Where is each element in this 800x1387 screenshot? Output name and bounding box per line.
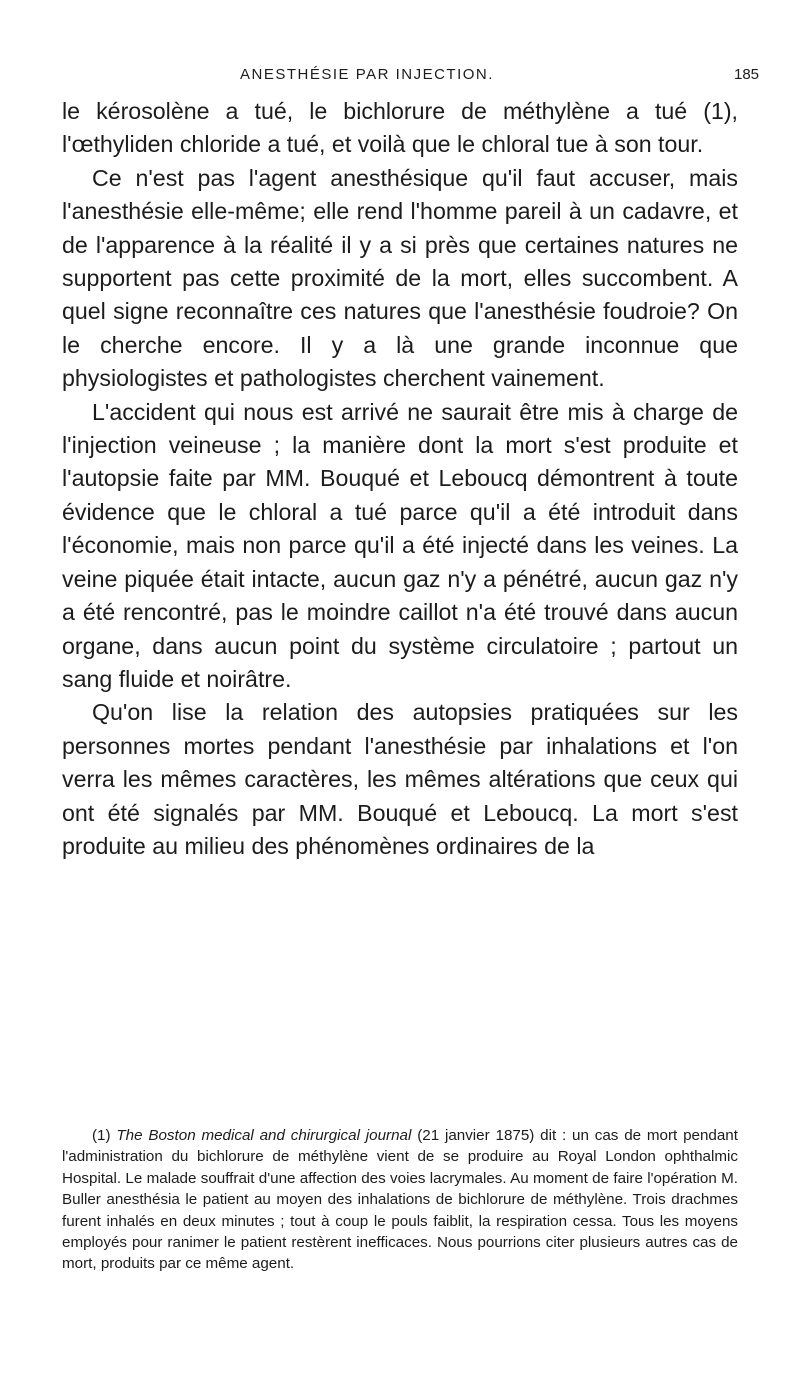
footnote-paragraph	[62, 1125, 738, 1275]
paragraph-3: L'accident qui nous est arrivé ne saurait être mis à charge de l'injection veineuse ; la manière dont la mort s'est produite et l'autopsie faite par MM. Bouqué et Leboucq démontrent à toute évidence que le chloral a tué parce qu'il a été introduit dans l'économie, mais non parce qu'il a été injecté dans les veines. La veine piquée était intacte, aucun gaz n'y a pénétré, aucun gaz n'y a été rencontré, pas le moindre caillot n'a été trouvé dans aucun organe, dans aucun point du système circulatoire ; partout un sang fluide et noirâtre.	[62, 398, 738, 692]
page-number: 185	[734, 66, 760, 83]
main-text	[62, 95, 738, 863]
footnote	[62, 1125, 738, 1275]
footnote-marker: (1)	[92, 1127, 111, 1144]
running-title: ANESTHÉSIE PAR INJECTION.	[240, 66, 494, 83]
paragraph-1: le kérosolène a tué, le bichlorure de méthylène a tué (1), l'œthyliden chloride a tué, et voilà que le chloral tue à son tour.	[62, 98, 738, 158]
paragraph-4: Qu'on lise la relation des autopsies pratiquées sur les personnes mortes pendant l'anesthésie par inhalations et l'on verra les mêmes caractères, les mêmes altérations que ceux qui ont été signalés par MM. Bouqué et Leboucq. La mort s'est produite au milieu des phénomènes ordinaires de la	[62, 699, 738, 859]
footnote-text: (21 janvier 1875) dit : un cas de mort pendant l'administration du bichlorure de méthylène vient de se produire au Royal London ophthalmic Hospital. Le malade souffrait d'une affection des voies lacrymales. Au moment de faire l'opération M. Buller anesthésia le patient au moyen des inhalations de bichlorure de méthylène. Trois drachmes furent inhalés en deux minutes ; tout à coup le pouls faiblit, la respiration cessa. Tous les moyens employés pour ranimer le patient restèrent inefficaces. Nous pourrions citer plusieurs autres cas de mort, produits par ce même agent.	[62, 1127, 738, 1273]
paragraph-2: Ce n'est pas l'agent anesthésique qu'il faut accuser, mais l'anesthésie elle-même; elle rend l'homme pareil à un cadavre, et de l'apparence à la réalité il y a si près que certaines natures ne supportent pas cette proximité de la mort, elles succombent. A quel signe reconnaître ces natures que l'anesthésie foudroie? On le cherche encore. Il y a là une grande inconnue que physiologistes et pathologistes cherchent vainement.	[62, 164, 738, 392]
page-header	[0, 66, 800, 86]
footnote-journal-title: The Boston medical and chirurgical journal	[116, 1127, 412, 1144]
